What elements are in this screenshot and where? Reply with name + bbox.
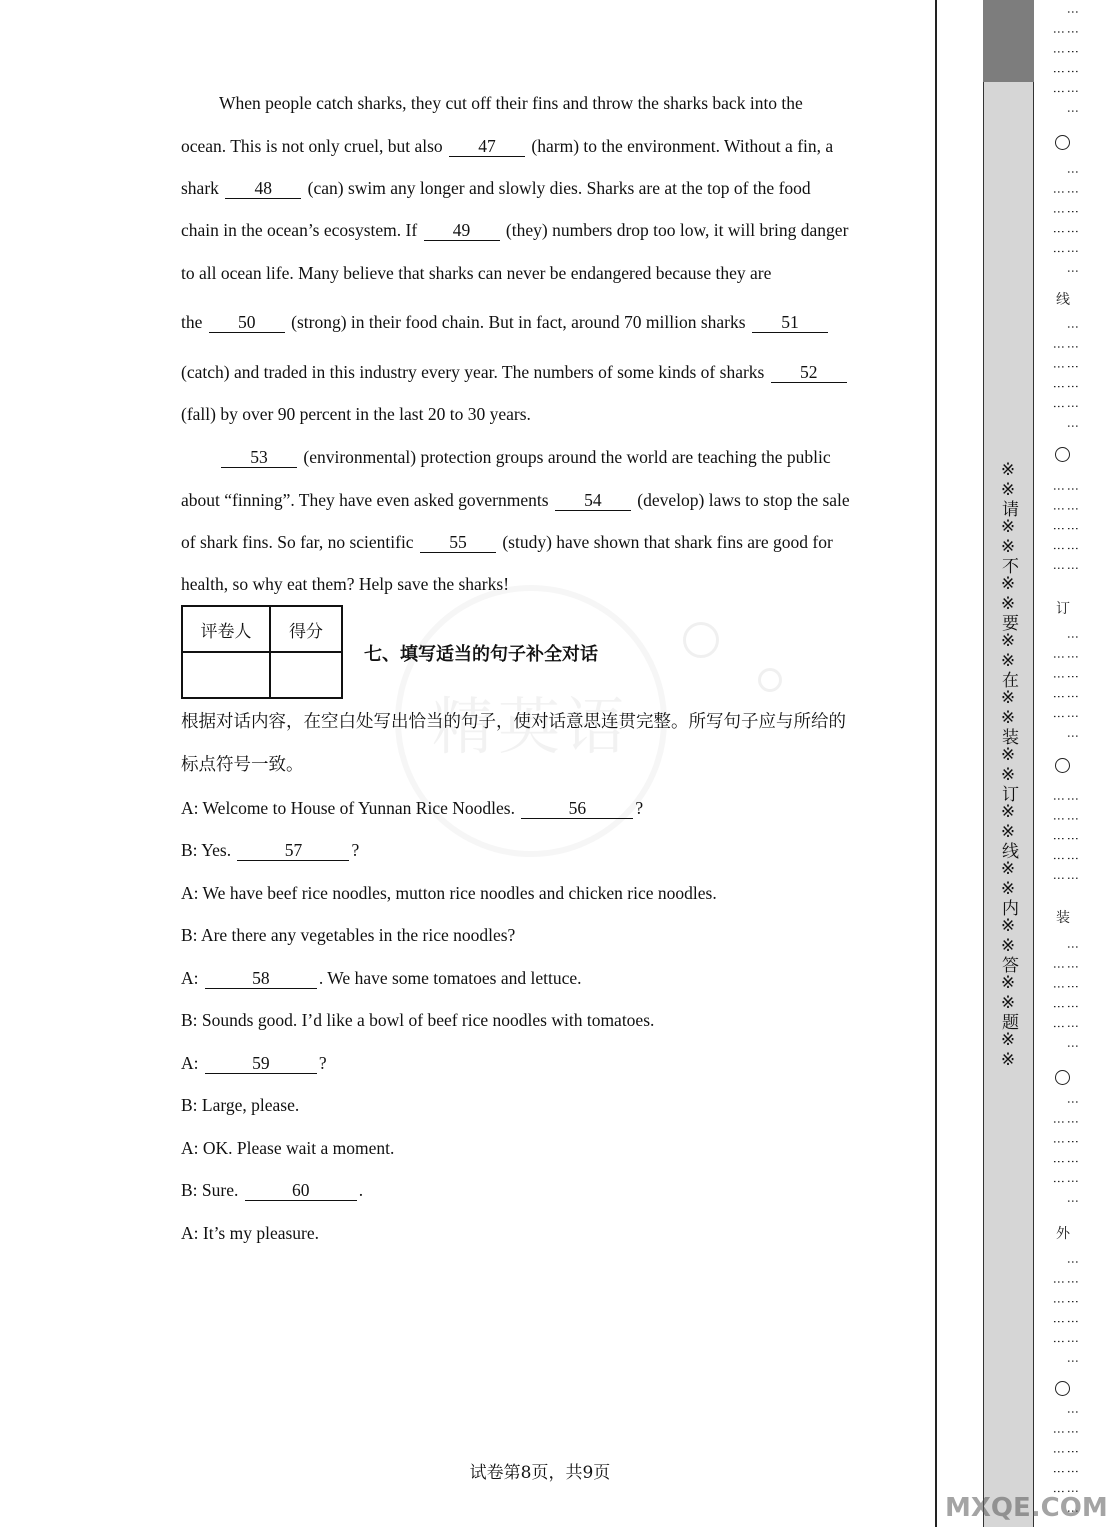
- seal-dotted-line: ⋮ ⋮ ⋮ ⋮ ⋮ ⋮ ⋮ ⋮ ⋮ ⋮: [1052, 630, 1080, 745]
- seal-dotted-line: ⋮ ⋮ ⋮ ⋮ ⋮ ⋮ ⋮ ⋮ ⋮ ⋮: [1052, 793, 1080, 887]
- dialogue-text: ?: [351, 840, 360, 860]
- dialogue-line: [181, 966, 582, 990]
- seal-dotted-line: ⋮ ⋮ ⋮ ⋮ ⋮ ⋮ ⋮ ⋮ ⋮ ⋮: [1052, 5, 1080, 120]
- answer-blank[interactable]: 54: [555, 490, 631, 511]
- answer-blank[interactable]: 49: [424, 220, 500, 241]
- passage-text: health, so why eat them? Help save the sharks!: [181, 574, 510, 594]
- answer-blank[interactable]: 58: [205, 968, 317, 989]
- answer-blank[interactable]: 51: [752, 312, 828, 333]
- seal-circle-icon: [1055, 1381, 1070, 1396]
- grader-cell[interactable]: [182, 652, 270, 698]
- watermark-text: 精英语: [431, 689, 630, 763]
- dialogue-text: . We have some tomatoes and lettuce.: [318, 968, 582, 988]
- dialogue-text: A:: [181, 1053, 203, 1073]
- binding-strip-header: [983, 0, 1034, 82]
- dialogue-line: [181, 1221, 319, 1245]
- passage-line: [181, 488, 850, 512]
- answer-blank[interactable]: 57: [237, 840, 349, 861]
- section-title: 七、填写适当的句子补全对话: [364, 644, 598, 665]
- passage-text: the: [181, 312, 207, 332]
- grader-header: 评卷人: [182, 606, 270, 652]
- answer-blank[interactable]: 55: [420, 532, 496, 553]
- seal-dotted-line: ⋮ ⋮ ⋮ ⋮ ⋮ ⋮ ⋮ ⋮ ⋮ ⋮: [1052, 940, 1080, 1055]
- passage-text: (environmental) protection groups around the world are teaching the public: [299, 447, 831, 467]
- seal-dotted-line: ⋮ ⋮ ⋮ ⋮ ⋮ ⋮ ⋮ ⋮ ⋮ ⋮: [1052, 320, 1080, 435]
- corner-logo: [905, 1415, 1108, 1525]
- passage-text: to all ocean life. Many believe that sharks can never be endangered because they are: [181, 263, 772, 283]
- passage-text: of shark fins. So far, no scientific: [181, 532, 418, 552]
- passage-line: [181, 310, 830, 334]
- passage-text: shark: [181, 178, 224, 198]
- passage-line: [181, 572, 509, 596]
- seal-circle-icon: [1055, 447, 1070, 462]
- dialogue-text: B: Sounds good. I’d like a bowl of beef rice noodles with tomatoes.: [181, 1010, 655, 1030]
- dialogue-text: B: Yes.: [181, 840, 236, 860]
- seal-dotted-line: ⋮ ⋮ ⋮ ⋮ ⋮ ⋮ ⋮ ⋮ ⋮ ⋮: [1052, 1405, 1080, 1520]
- passage-line: [181, 218, 848, 242]
- passage-line: [219, 91, 803, 115]
- answer-blank[interactable]: 52: [771, 362, 847, 383]
- passage-text: When people catch sharks, they cut off their fins and throw the sharks back into the: [219, 93, 803, 113]
- passage-text: ocean. This is not only cruel, but also: [181, 136, 448, 156]
- dialogue-line: [181, 1008, 654, 1032]
- dialogue-text: A:: [181, 968, 203, 988]
- passage-line: [181, 261, 771, 285]
- answer-blank[interactable]: 56: [521, 798, 633, 819]
- dialogue-text: ?: [635, 798, 644, 818]
- passage-line: [181, 360, 849, 384]
- watermark-dot: [683, 622, 719, 658]
- passage-line: [219, 445, 831, 469]
- answer-blank[interactable]: 60: [245, 1180, 357, 1201]
- passage-text: (develop) laws to stop the sale: [632, 490, 850, 510]
- dialogue-text: B: Sure.: [181, 1180, 243, 1200]
- dialogue-line: [181, 881, 717, 905]
- dialogue-text: A: It’s my pleasure.: [181, 1223, 320, 1243]
- watermark-dot: [758, 668, 782, 692]
- answer-blank[interactable]: 47: [449, 136, 525, 157]
- section-instruction: 标点符号一致。: [181, 755, 304, 775]
- dialogue-line: [181, 838, 359, 862]
- passage-text: (catch) and traded in this industry every year. The numbers of some kinds of sharks: [181, 362, 769, 382]
- corner-logo-text: MXQE.COM: [945, 1493, 1108, 1523]
- seal-dotted-line: ⋮ ⋮ ⋮ ⋮ ⋮ ⋮ ⋮ ⋮ ⋮ ⋮: [1052, 483, 1080, 577]
- dialogue-line: [181, 1093, 299, 1117]
- dialogue-text: B: Large, please.: [181, 1095, 300, 1115]
- seal-label: 外: [1056, 1226, 1070, 1242]
- passage-text: (fall) by over 90 percent in the last 20 to 30 years.: [181, 404, 531, 424]
- answer-blank[interactable]: 59: [205, 1053, 317, 1074]
- dialogue-text: A: Welcome to House of Yunnan Rice Noodles.: [181, 798, 520, 818]
- passage-text: (harm) to the environment. Without a fin, a: [527, 136, 834, 156]
- passage-line: [181, 134, 833, 158]
- dialogue-line: [181, 1136, 394, 1160]
- passage-text: (they) numbers drop too low, it will bring danger: [501, 220, 849, 240]
- dialogue-text: B: Are there any vegetables in the rice noodles?: [181, 925, 516, 945]
- seal-dotted-line: ⋮ ⋮ ⋮ ⋮ ⋮ ⋮ ⋮ ⋮ ⋮ ⋮: [1052, 1255, 1080, 1370]
- passage-text: about “finning”. They have even asked governments: [181, 490, 553, 510]
- seal-circle-icon: [1055, 1070, 1070, 1085]
- answer-blank[interactable]: 50: [209, 312, 285, 333]
- passage-text: (can) swim any longer and slowly dies. Sharks are at the top of the food: [303, 178, 811, 198]
- score-cell[interactable]: [270, 652, 342, 698]
- passage-text: (strong) in their food chain. But in fact, around 70 million sharks: [286, 312, 750, 332]
- dialogue-line: [181, 1178, 363, 1202]
- passage-line: [181, 530, 833, 554]
- dialogue-text: A: We have beef rice noodles, mutton rice noodles and chicken rice noodles.: [181, 883, 717, 903]
- dialogue-line: [181, 923, 515, 947]
- seal-dotted-line: ⋮ ⋮ ⋮ ⋮ ⋮ ⋮ ⋮ ⋮ ⋮ ⋮: [1052, 1095, 1080, 1210]
- no-answer-warning: ※※请※※不※※要※※在※※装※※订※※线※※内※※答※※题※※: [998, 460, 1018, 1070]
- section-instruction: 根据对话内容，在空白处写出恰当的句子，使对话意思连贯完整。所写句子应与所给的: [181, 712, 846, 732]
- seal-label: 装: [1056, 910, 1070, 926]
- seal-label: 订: [1056, 601, 1070, 617]
- dialogue-line: [181, 1051, 327, 1075]
- seal-label: 线: [1056, 292, 1070, 308]
- binding-line: [935, 0, 937, 1527]
- dialogue-text: ?: [318, 1053, 327, 1073]
- dialogue-text: .: [358, 1180, 364, 1200]
- answer-blank[interactable]: 53: [221, 447, 297, 468]
- page-footer: 试卷第8页，共9页: [469, 1463, 611, 1483]
- dialogue-line: [181, 796, 643, 820]
- answer-blank[interactable]: 48: [225, 178, 301, 199]
- seal-dotted-line: ⋮ ⋮ ⋮ ⋮ ⋮ ⋮ ⋮ ⋮ ⋮ ⋮: [1052, 165, 1080, 280]
- seal-line: [1050, 0, 1080, 1527]
- passage-line: [181, 176, 811, 200]
- seal-circle-icon: [1055, 135, 1070, 150]
- seal-circle-icon: [1055, 758, 1070, 773]
- passage-text: (study) have shown that shark fins are good for: [497, 532, 833, 552]
- score-header: 得分: [270, 606, 342, 652]
- passage-text: chain in the ocean’s ecosystem. If: [181, 220, 422, 240]
- score-table: [181, 605, 343, 699]
- dialogue-text: A: OK. Please wait a moment.: [181, 1138, 395, 1158]
- passage-line: [181, 402, 531, 426]
